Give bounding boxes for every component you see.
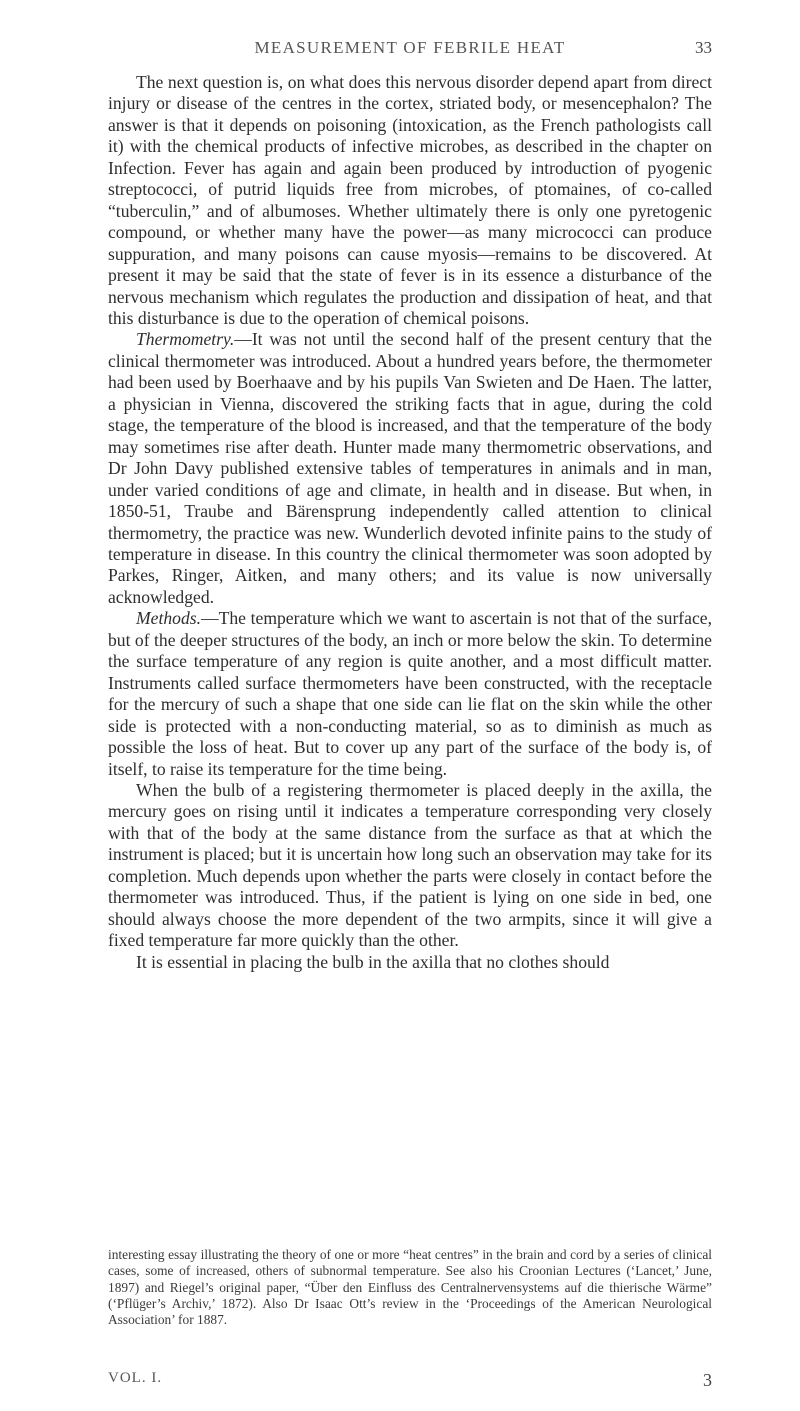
page-footer: [108, 1370, 712, 1392]
volume-mark: VOL. I.: [108, 1370, 163, 1386]
paragraph-thermometry: [108, 329, 712, 608]
page-header: [108, 38, 712, 64]
section-heading-methods: Methods.: [136, 608, 201, 629]
section-heading-thermometry: Thermometry.: [136, 329, 235, 350]
paragraph-axilla: When the bulb of a registering thermometer is placed deeply in the axilla, the mercury goes on rising until it indicates a temperature corresponding very closely with that of the body at the same distance from the surface as that at which the instrument is placed; but it is uncertain how long such an observation may take for its completion. Much depends upon whether the parts were closely in contact before the thermometer was introduced. Thus, if the patient is lying on one side in bed, one should always choose the more dependent of the two armpits, since it will give a fixed temperature far more quickly than the other.: [108, 779, 712, 951]
paragraph-thermometry-text: —It was not until the second half of the present century that the clinical thermometer was introduced. About a hundred years before, the thermometer had been used by Boerhaave and by his pupils Van Swieten and De Haen. The latter, a physician in Vienna, discovered the striking facts that in ague, during the cold stage, the temperature of the blood is increased, and that the temperature of the body may sometimes rise after death. Hunter made many thermometric observations, and Dr John Davy published extensive tables of temperatures in animals and in man, under varied conditions of age and climate, in health and in disease. But when, in 1850-51, Traube and Bärensprung independently called attention to clinical thermometry, the practice was new. Wunderlich devoted infinite pains to the study of temperature in disease. In this country the clinical thermometer was soon adopted by Parkes, Ringer, Aitken, and many others; and its value is now universally acknowledged.: [108, 329, 712, 607]
paragraph-methods-text: —The temperature which we want to ascertain is not that of the surface, but of the deeper structures of the body, an inch or more below the skin. To determine the surface temperature of any region is quite another, and a most difficult matter. Instruments called surface thermometers have been constructed, with the receptacle for the mercury of such a shape that one side can lie flat on the skin while the other side is protected with a non-conducting material, so as to diminish as much as possible the loss of heat. But to cover up any part of the surface of the body is, of itself, to raise its temperature for the time being.: [108, 608, 712, 779]
signature-mark: 3: [703, 1370, 712, 1390]
page-number: 33: [695, 38, 712, 57]
running-head: MEASUREMENT OF FEBRILE HEAT: [254, 38, 566, 57]
paragraph-methods: [108, 608, 712, 780]
body-text: [108, 72, 712, 973]
paragraph-fever-cause: The next question is, on what does this nervous disorder depend apart from direct injury or disease of the centres in the cortex, striated body, or mesencephalon? The answer is that it depends on poisoning (intoxication, as the French pathologists call it) with the chemical products of infective microbes, as described in the chapter on Infection. Fever has again and again been produced by introduction of pyogenic streptococci, of putrid liquids free from microbes, of ptomaines, of co-called “tuberculin,” and of albumoses. Whether ultimately there is only one pyretogenic compound, or whether many have the power—as many micrococci can produce suppuration, and many poisons can cause myosis—remains to be discovered. At present it may be said that the state of fever is in its essence a disturbance of the nervous mechanism which regulates the production and dissipation of heat, and that this disturbance is due to the operation of chemical poisons.: [108, 72, 712, 328]
footnote: [108, 1247, 712, 1328]
footnote-text: interesting essay illustrating the theory of one or more “heat centres” in the brain and cord by a series of clinical cases, some of increased, others of subnormal temperature. See also his Croonian Lectures (‘Lancet,’ June, 1897) and Riegel’s original paper, “Über den Einfluss des Centralnervensystems auf die thierische Wärme” (‘Pflüger’s Archiv,’ 1872). Also Dr Isaac Ott’s review in the ‘Proceedings of the American Neurological Association’ for 1887.: [108, 1247, 712, 1328]
paragraph-clothes: It is essential in placing the bulb in the axilla that no clothes should: [136, 951, 610, 972]
